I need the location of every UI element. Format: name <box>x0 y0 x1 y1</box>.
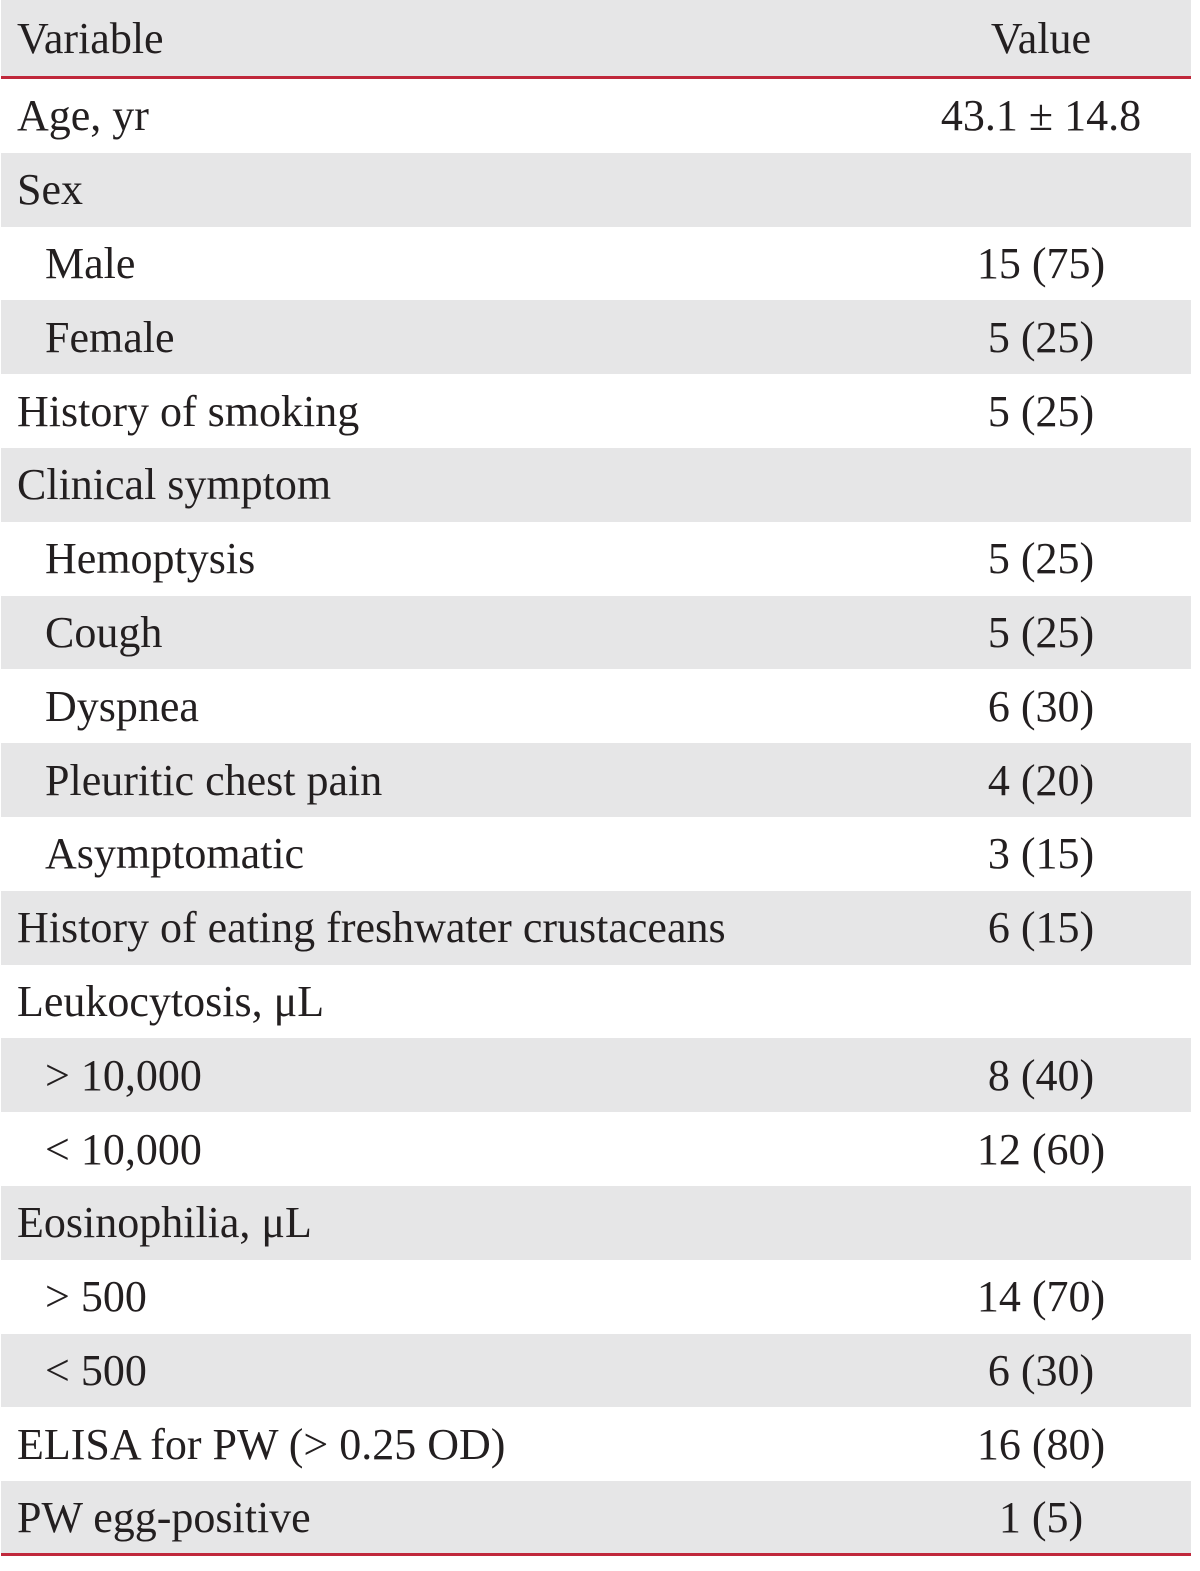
row-value: 6 (30) <box>987 1345 1095 1395</box>
row-label: Eosinophilia, μL <box>17 1198 312 1248</box>
row-label: Male <box>45 238 136 288</box>
row-value: 43.1 ± 14.8 <box>940 91 1142 141</box>
row-value: 6 (15) <box>987 903 1095 953</box>
row-label: Asymptomatic <box>45 829 305 879</box>
row-label: Dyspnea <box>45 681 199 731</box>
table-row <box>1 891 1191 965</box>
row-value: 4 (20) <box>987 755 1095 805</box>
table-row <box>1 227 1191 301</box>
table-row <box>1 817 1191 891</box>
row-value: 6 (30) <box>987 681 1095 731</box>
table-row <box>1 1334 1191 1408</box>
table-row <box>1 1186 1191 1260</box>
table-row <box>1 669 1191 743</box>
table-row <box>1 522 1191 596</box>
row-label: Hemoptysis <box>45 534 256 584</box>
row-value: 8 (40) <box>987 1050 1095 1100</box>
table-row <box>1 374 1191 448</box>
row-value: 15 (75) <box>976 238 1106 288</box>
row-label: Leukocytosis, μL <box>17 976 325 1026</box>
row-label: Clinical symptom <box>17 460 332 510</box>
table-row <box>1 1481 1191 1553</box>
table-row <box>1 965 1191 1039</box>
table-row <box>1 1112 1191 1186</box>
table-row <box>1 743 1191 817</box>
row-value: 14 (70) <box>976 1272 1106 1322</box>
row-value: 16 (80) <box>976 1419 1106 1469</box>
clinical-characteristics-table <box>1 0 1191 1556</box>
row-value: 5 (25) <box>987 607 1095 657</box>
row-label: > 500 <box>45 1272 147 1322</box>
table-row <box>1 79 1191 153</box>
row-label: PW egg-positive <box>17 1492 311 1542</box>
row-value: 1 (5) <box>998 1492 1084 1542</box>
table-header-row <box>1 0 1191 79</box>
row-label: Female <box>45 312 175 362</box>
row-value: 12 (60) <box>976 1124 1106 1174</box>
table-row <box>1 1260 1191 1334</box>
row-value: 3 (15) <box>987 829 1095 879</box>
row-label: ELISA for PW (> 0.25 OD) <box>17 1419 506 1469</box>
table-row <box>1 596 1191 670</box>
row-label: Sex <box>17 165 83 215</box>
table-row <box>1 300 1191 374</box>
row-value: 5 (25) <box>987 386 1095 436</box>
row-value: 5 (25) <box>987 312 1095 362</box>
table-row <box>1 1038 1191 1112</box>
row-label: Pleuritic chest pain <box>45 755 383 805</box>
row-label: > 10,000 <box>45 1050 202 1100</box>
table-row <box>1 1407 1191 1481</box>
table-row <box>1 448 1191 522</box>
row-value: 5 (25) <box>987 534 1095 584</box>
row-label: < 10,000 <box>45 1124 202 1174</box>
row-label: < 500 <box>45 1345 147 1395</box>
table-row <box>1 153 1191 227</box>
table-body <box>1 79 1191 1556</box>
row-label: History of smoking <box>17 386 360 436</box>
row-label: Cough <box>45 607 163 657</box>
row-label: Age, yr <box>17 91 149 141</box>
row-label: History of eating freshwater crustaceans <box>17 903 726 953</box>
header-value: Value <box>990 13 1092 63</box>
header-variable: Variable <box>17 13 164 63</box>
